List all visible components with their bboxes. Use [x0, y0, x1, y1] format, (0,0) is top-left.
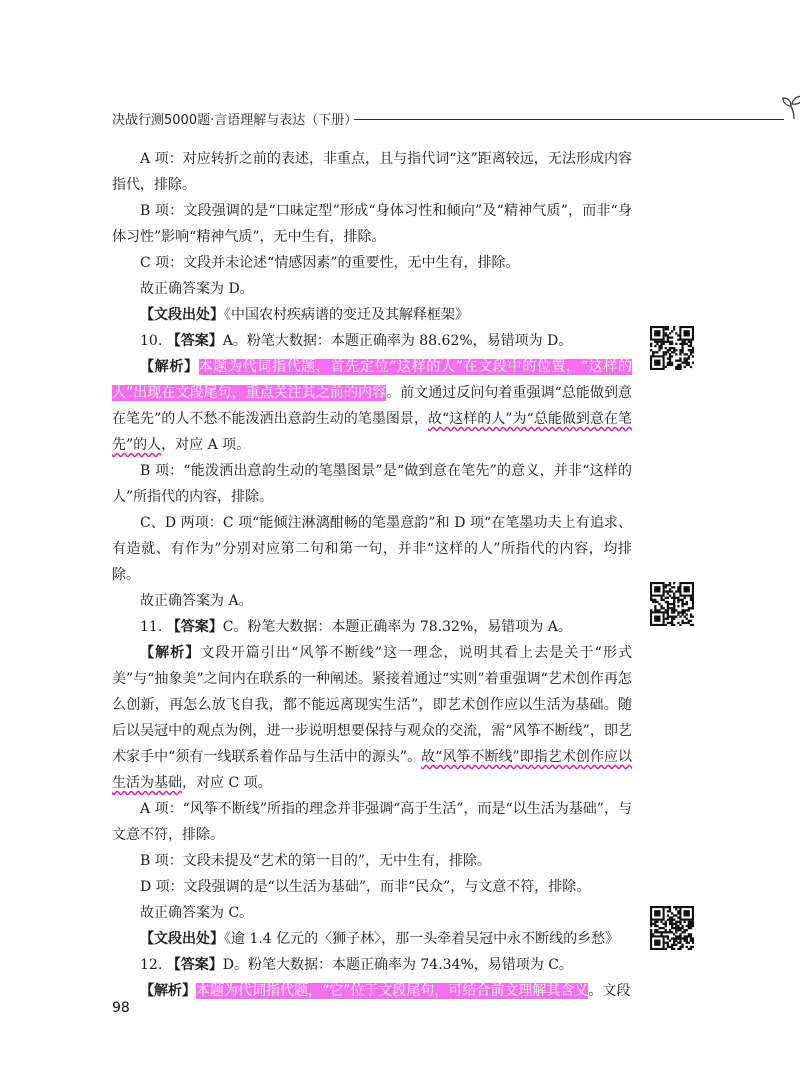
paragraph-text: A 项：“风筝不断线”所指的理念并非强调“高于生活”，而是“以生活为基础”，与文意不符，排除。 [112, 801, 632, 843]
explanation-paragraph [112, 276, 632, 302]
label-text: 【解析】 [140, 359, 199, 375]
explanation-paragraph [112, 250, 632, 276]
paragraph-text: B 项：文段未提及“艺术的第一目的”，无中生有，排除。 [140, 853, 492, 869]
explanation-paragraph [112, 900, 632, 926]
paragraph-text: 。文段 [588, 983, 631, 999]
paragraph-text: 《逾 1.4 亿元的〈狮子林〉，那一头牵着吴冠中永不断线的乡愁》 [224, 931, 620, 947]
header-rule [354, 119, 784, 120]
explanation-paragraph [112, 640, 632, 796]
explanation-paragraph [112, 796, 632, 848]
paragraph-text: D 项：文段强调的是“以生活为基础”，而非“民众”，与文意不符，排除。 [140, 879, 591, 895]
paragraph-text: A。粉笔大数据：本题正确率为 88.62%，易错项为 D。 [222, 333, 573, 349]
explanation-paragraph [112, 978, 632, 1004]
explanation-paragraph [112, 302, 632, 328]
explanation-paragraph [112, 848, 632, 874]
paragraph-text: C。粉笔大数据：本题正确率为 78.32%，易错项为 A。 [222, 619, 572, 635]
label-text: 【文段出处】 [140, 307, 224, 323]
explanation-paragraph [112, 614, 632, 640]
paragraph-text: 故正确答案为 A。 [140, 593, 253, 609]
paragraph-text: 故正确答案为 C。 [140, 905, 254, 921]
paragraph-text: 故正确答案为 D。 [140, 281, 254, 297]
paragraph-text: C、D 两项：C 项“能倾注淋漓酣畅的笔墨意韵”和 D 项“在笔墨功夫上有追求、有造就、有作为”分别对应第二句和第一句，并非“这样的人”所指代的内容，均排除。 [112, 515, 632, 583]
underlined-text: 故“这样的人”为“总能做到意在笔先”的人 [112, 411, 632, 453]
explanation-paragraph [112, 458, 632, 510]
paragraph-text: ，对应 C 项。 [182, 775, 272, 791]
label-text: 【解析】 [140, 983, 196, 999]
label-text: 【答案】 [166, 957, 223, 973]
underlined-text: 故“风筝不断线”即指艺术创作应以生活为基础 [112, 749, 632, 791]
explanation-paragraph [112, 952, 632, 978]
paragraph-text: 11. [140, 619, 167, 635]
label-text: 【答案】 [166, 619, 223, 635]
paragraph-text: 。前文通过反问句着重强调“总能做到意在笔先”的人不愁不能泼洒出意韵生动的笔墨图景， [112, 385, 633, 427]
qr-code-question-10[interactable] [650, 326, 694, 370]
label-text: 【答案】 [166, 333, 223, 349]
book-title: 决战行测5000题·言语理解与表达（下册） [112, 113, 358, 128]
qr-code-question-12[interactable] [650, 906, 694, 950]
paragraph-text: C 项：文段并未论述“情感因素”的重要性，无中生有，排除。 [140, 255, 520, 271]
highlighted-text: 本题为代词指代题，首先定位“这样的人”在文段中的位置，“这样的人”出现在文段尾句，重点关注其之前的内容 [112, 359, 632, 401]
answer-explanation-body [112, 146, 632, 1004]
paragraph-text: A 项：对应转折之前的表述，非重点，且与指代词“这”距离较远，无法形成内容指代，排除。 [112, 151, 632, 193]
paragraph-text: D。粉笔大数据：本题正确率为 74.34%，易错项为 C。 [222, 957, 573, 973]
explanation-paragraph [112, 874, 632, 900]
explanation-paragraph [112, 510, 632, 588]
paragraph-text: ，对应 A 项。 [161, 437, 251, 453]
highlighted-text: 本题为代词指代题，“它”位于文段尾句，可结合前文理解其含义 [196, 983, 589, 999]
qr-code-question-11[interactable] [650, 582, 694, 626]
paragraph-text: 《中国农村疾病谱的变迁及其解释框架》 [224, 307, 469, 323]
explanation-paragraph [112, 198, 632, 250]
label-text: 【解析】 [140, 645, 201, 661]
paragraph-text: B 项：“能泼洒出意韵生动的笔墨图景”是“做到意在笔先”的意义，并非“这样的人”所指代的内容，排除。 [112, 463, 632, 505]
page-header [112, 103, 697, 133]
explanation-paragraph [112, 354, 632, 458]
explanation-paragraph [112, 146, 632, 198]
page-number: 98 [112, 1000, 130, 1016]
explanation-paragraph [112, 328, 632, 354]
paragraph-text: 10. [140, 333, 167, 349]
explanation-paragraph [112, 588, 632, 614]
paragraph-text: B 项：文段强调的是“口味定型”形成“身体习性和倾向”及“精神气质”，而非“身体习性”影响“精神气质”，无中生有，排除。 [112, 203, 632, 245]
sprout-icon [780, 93, 800, 123]
paragraph-text: 12. [140, 957, 167, 973]
paragraph-text: 文段开篇引出“风筝不断线”这一理念，说明其看上去是关于“形式美”与“抽象美”之间内在联系的一种阐述。紧接着通过“实则”着重强调“艺术创作再怎么创新，再怎么放飞自我，都不能远离现实生活”，即艺术创作应以生活为基础。随后以吴冠中的观点为例，进一步说明想要保持与观众的交流，需“风筝不断线”，即艺术家手中“须有一线联系着作品与生活中的源头”。 [112, 645, 632, 765]
label-text: 【文段出处】 [140, 931, 224, 947]
explanation-paragraph [112, 926, 632, 952]
